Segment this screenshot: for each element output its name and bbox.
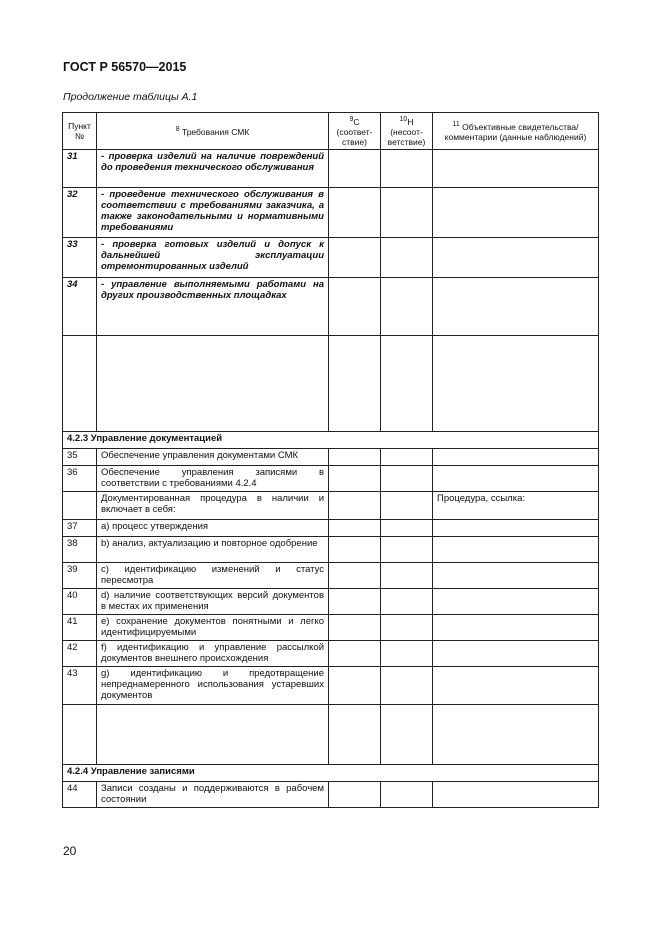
row-evidence (433, 188, 599, 238)
row-number: 40 (63, 589, 97, 615)
col-noncompliance-footnote: 10 (399, 116, 408, 124)
col-compliance-footnote: 9 (349, 116, 354, 124)
row-evidence (433, 589, 599, 615)
row-requirement: - проведение технического обслуживания в соответствии с требованиями заказчика, а также законодательными и нормативными требованиями (97, 188, 329, 238)
row-number: 41 (63, 615, 97, 641)
col-evidence-footnote: 11 (452, 121, 460, 129)
row-compliance-cell (329, 150, 381, 188)
row-noncompliance-cell (381, 492, 433, 520)
col-noncompliance-desc: (несоот-ветствие) (387, 126, 426, 147)
document-header: ГОСТ Р 56570—2015 (63, 60, 187, 74)
empty-row (63, 705, 599, 765)
empty-cell (329, 705, 381, 765)
row-evidence (433, 537, 599, 563)
empty-cell (97, 705, 329, 765)
row-compliance-cell (329, 188, 381, 238)
row-noncompliance-cell (381, 466, 433, 492)
col-compliance-header (329, 113, 381, 150)
empty-cell (381, 336, 433, 432)
section-row (63, 765, 599, 782)
row-compliance-cell (329, 563, 381, 589)
row-requirement: e) сохранение документов понятными и легко идентифицируемыми (97, 615, 329, 641)
row-evidence (433, 238, 599, 278)
col-compliance-desc: (соответ-ствие) (336, 126, 373, 147)
table-row (63, 466, 599, 492)
row-requirement: b) анализ, актуализацию и повторное одобрение (97, 537, 329, 563)
empty-cell (433, 705, 599, 765)
row-compliance-cell (329, 466, 381, 492)
row-requirement: - управление выполняемыми работами на других производственных площадках (97, 278, 329, 336)
row-evidence (433, 641, 599, 667)
col-noncompliance-letter: Н (407, 116, 414, 127)
section-heading-4-2-3: 4.2.3 Управление документацией (63, 432, 599, 449)
section-heading-4-2-4: 4.2.4 Управление записями (63, 765, 599, 782)
row-number: 34 (63, 278, 97, 336)
requirements-table (62, 112, 599, 808)
row-compliance-cell (329, 520, 381, 537)
table-header-row (63, 113, 599, 150)
row-evidence (433, 667, 599, 705)
row-compliance-cell (329, 537, 381, 563)
row-requirement: - проверка готовых изделий и допуск к дальнейшей эксплуатации отремонтированных изделий (97, 238, 329, 278)
row-number: 33 (63, 238, 97, 278)
empty-cell (381, 705, 433, 765)
row-noncompliance-cell (381, 563, 433, 589)
section-row (63, 432, 599, 449)
row-noncompliance-cell (381, 278, 433, 336)
page-number: 20 (63, 844, 77, 858)
row-evidence (433, 782, 599, 808)
row-noncompliance-cell (381, 589, 433, 615)
col-requirements-footnote: 8 (175, 126, 180, 134)
row-evidence (433, 520, 599, 537)
table-row (63, 615, 599, 641)
table-row (63, 150, 599, 188)
empty-cell (97, 336, 329, 432)
table-continuation-caption: Продолжение таблицы А.1 (63, 91, 198, 103)
row-noncompliance-cell (381, 667, 433, 705)
row-evidence (433, 150, 599, 188)
row-evidence (433, 466, 599, 492)
row-requirement: - проверка изделий на наличие повреждений до проведения технического обслуживания (97, 150, 329, 188)
row-noncompliance-cell (381, 188, 433, 238)
row-compliance-cell (329, 278, 381, 336)
row-noncompliance-cell (381, 641, 433, 667)
table-row (63, 563, 599, 589)
row-requirement: Обеспечение управления записями в соответствии с требованиями 4.2.4 (97, 466, 329, 492)
row-requirement: Обеспечение управления документами СМК (97, 449, 329, 466)
row-noncompliance-cell (381, 615, 433, 641)
row-evidence: Процедура, ссылка: (433, 492, 599, 520)
table-row (63, 641, 599, 667)
row-requirement: f) идентификацию и управление рассылкой документов внешнего происхождения (97, 641, 329, 667)
row-number: 39 (63, 563, 97, 589)
table-row (63, 492, 599, 520)
row-number: 37 (63, 520, 97, 537)
row-noncompliance-cell (381, 150, 433, 188)
row-number (63, 492, 97, 520)
col-evidence-header (433, 113, 599, 150)
table-row (63, 188, 599, 238)
row-noncompliance-cell (381, 449, 433, 466)
row-number: 32 (63, 188, 97, 238)
row-requirement: а) процесс утверждения (97, 520, 329, 537)
row-compliance-cell (329, 238, 381, 278)
table-row (63, 278, 599, 336)
row-compliance-cell (329, 667, 381, 705)
row-number: 35 (63, 449, 97, 466)
row-compliance-cell (329, 782, 381, 808)
row-number: 44 (63, 782, 97, 808)
empty-cell (433, 336, 599, 432)
col-requirements-label: Требования СМК (181, 126, 250, 137)
row-evidence (433, 615, 599, 641)
row-compliance-cell (329, 492, 381, 520)
row-compliance-cell (329, 641, 381, 667)
col-point-header: Пункт № (63, 113, 97, 150)
table-row (63, 449, 599, 466)
row-requirement: g) идентификацию и предотвращение непреднамеренного использования устаревших документов (97, 667, 329, 705)
row-number: 38 (63, 537, 97, 563)
row-evidence (433, 563, 599, 589)
table-row (63, 782, 599, 808)
table-row (63, 238, 599, 278)
row-noncompliance-cell (381, 520, 433, 537)
table-row (63, 589, 599, 615)
empty-cell (63, 336, 97, 432)
row-requirement: Документированная процедура в наличии и включает в себя: (97, 492, 329, 520)
row-evidence (433, 278, 599, 336)
row-noncompliance-cell (381, 782, 433, 808)
row-compliance-cell (329, 449, 381, 466)
row-number: 42 (63, 641, 97, 667)
row-noncompliance-cell (381, 238, 433, 278)
table-row (63, 537, 599, 563)
row-number: 36 (63, 466, 97, 492)
table-row (63, 520, 599, 537)
col-requirements-header (97, 113, 329, 150)
row-requirement: Записи созданы и поддерживаются в рабочем состоянии (97, 782, 329, 808)
row-compliance-cell (329, 589, 381, 615)
row-noncompliance-cell (381, 537, 433, 563)
row-requirement: d) наличие соответствующих версий документов в местах их применения (97, 589, 329, 615)
row-compliance-cell (329, 615, 381, 641)
col-noncompliance-header (381, 113, 433, 150)
empty-cell (329, 336, 381, 432)
col-compliance-letter: С (353, 116, 360, 127)
row-number: 31 (63, 150, 97, 188)
row-number: 43 (63, 667, 97, 705)
row-evidence (433, 449, 599, 466)
empty-cell (63, 705, 97, 765)
table-row (63, 667, 599, 705)
col-evidence-label: Объективные свидетельства/ комментарии (данные наблюдений) (444, 121, 587, 142)
empty-row (63, 336, 599, 432)
row-requirement: c) идентификацию изменений и статус пересмотра (97, 563, 329, 589)
